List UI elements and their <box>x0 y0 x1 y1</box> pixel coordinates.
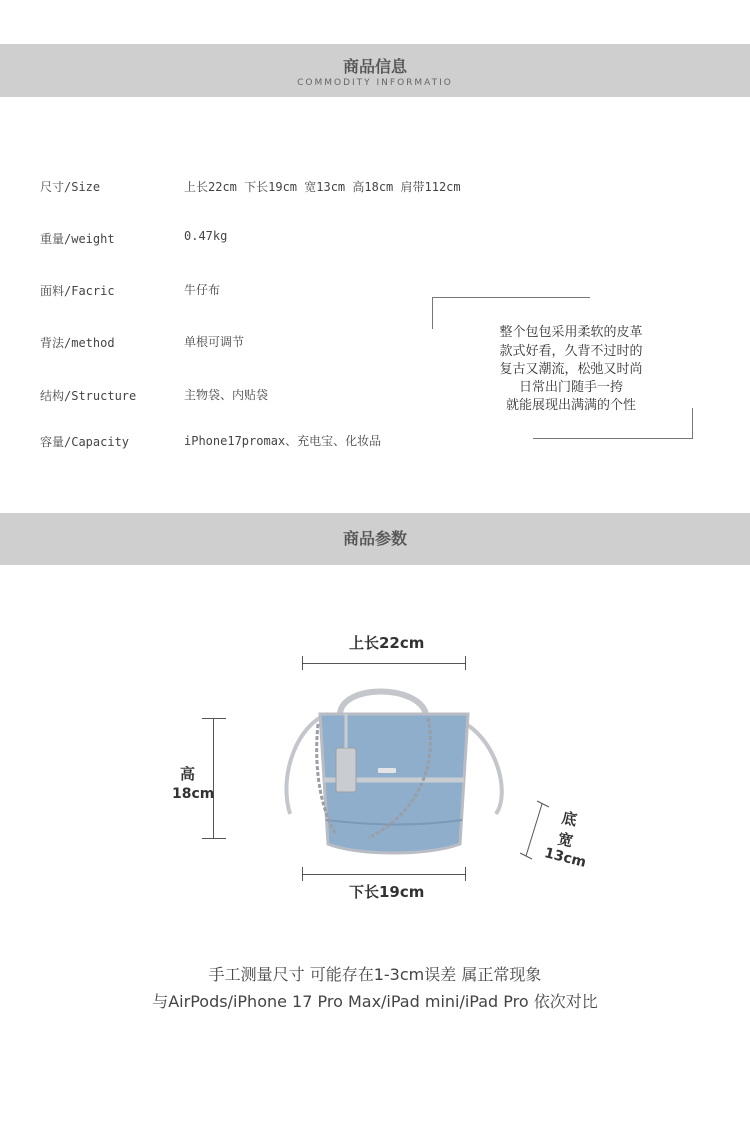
top-length-label: 上长22cm <box>349 634 425 652</box>
spec-label-structure: 结构/Structure <box>40 389 137 403</box>
spec-value-method: 单根可调节 <box>184 335 245 349</box>
depth-label-1: 底 <box>560 808 579 830</box>
description-bottom-rule <box>533 438 693 439</box>
description-line: 整个包包采用柔软的皮革 <box>499 325 643 340</box>
depth-label-2: 宽 <box>556 829 575 851</box>
description-line: 复古又潮流，松弛又时尚 <box>499 362 643 377</box>
spec-value-weight: 0.47kg <box>184 229 228 243</box>
spec-label-size: 尺寸/Size <box>40 180 101 194</box>
spec-value-capacity: iPhone17promax、充电宝、化妆品 <box>184 434 382 448</box>
top-length-tick-left <box>302 656 303 670</box>
info-header-title: 商品信息 <box>342 57 407 76</box>
bag-image <box>278 684 508 874</box>
spec-value-structure: 主物袋、内贴袋 <box>184 388 269 402</box>
height-value: 18cm <box>172 786 215 802</box>
params-header-title: 商品参数 <box>342 529 407 548</box>
info-header-subtitle: COMMODITY INFORMATIO <box>297 78 453 88</box>
description-top-rule <box>432 297 590 298</box>
description-right-rule <box>692 408 693 439</box>
top-length-line <box>302 663 466 664</box>
top-length-tick-right <box>465 656 466 670</box>
height-line <box>213 718 214 838</box>
bottom-length-label: 下长19cm <box>349 883 425 901</box>
spec-label-method: 背法/method <box>40 336 115 350</box>
spec-label-fabric: 面料/Facric <box>40 284 115 298</box>
spec-label-weight: 重量/weight <box>40 232 115 246</box>
depth-value: 13cm <box>542 845 588 871</box>
height-tick-top <box>202 718 226 719</box>
footer-note-measurement: 手工测量尺寸 可能存在1-3cm误差 属正常现象 <box>208 965 542 984</box>
spec-value-size: 上长22cm 下长19cm 宽13cm 高18cm 肩带112cm <box>184 180 461 194</box>
footer-note-comparison: 与AirPods/iPhone 17 Pro Max/iPad mini/iPad Pro 依次对比 <box>152 992 598 1011</box>
spec-label-capacity: 容量/Capacity <box>40 435 130 449</box>
height-label: 高 <box>180 765 196 783</box>
description-line: 日常出门随手一挎 <box>518 380 623 395</box>
description-line: 就能展现出满满的个性 <box>505 398 636 413</box>
description-line: 款式好看，久背不过时的 <box>499 344 643 359</box>
spec-value-fabric: 牛仔布 <box>184 283 221 297</box>
description-left-rule <box>432 297 433 329</box>
height-tick-bottom <box>202 838 226 839</box>
bottom-length-line <box>302 874 466 875</box>
